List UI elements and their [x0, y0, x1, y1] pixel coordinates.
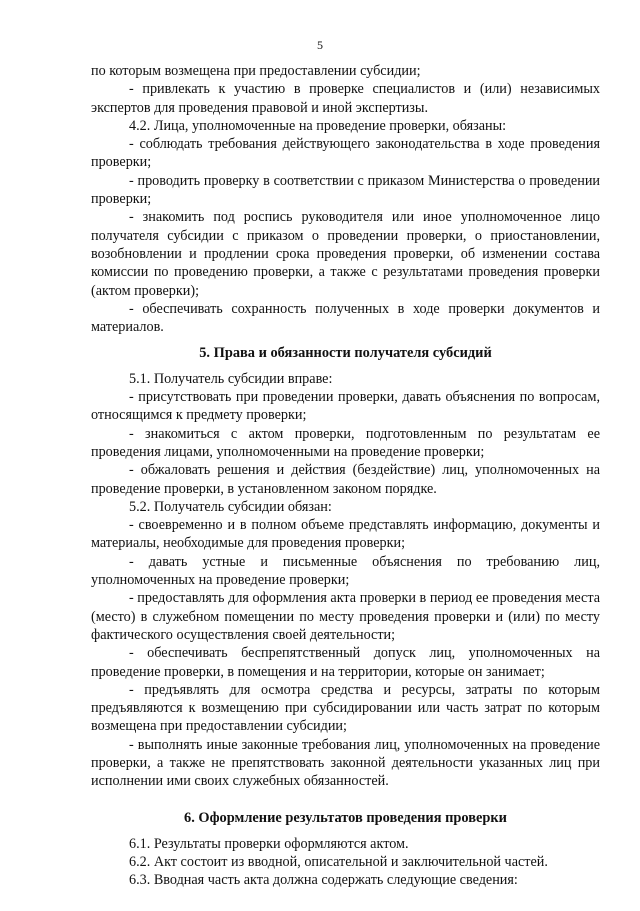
paragraph: - предоставлять для оформления акта проверки в период ее проведения места (место) в служебном помещении по месту проведения проверки и (или) по месту фактического осуществления своей деятельности; [91, 590, 600, 643]
paragraph: - знакомиться с актом проверки, подготовленным по результатам ее проведения лицами, уполномоченными на проведение проверки; [91, 425, 600, 460]
paragraph: - соблюдать требования действующего законодательства в ходе проведения проверки; [91, 136, 600, 171]
document-body [91, 62, 600, 890]
paragraph: 6.1. Результаты проверки оформляются актом. [129, 835, 409, 852]
section-heading-6: 6. Оформление результатов проведения проверки [184, 809, 507, 826]
paragraph: - присутствовать при проведении проверки, давать объяснения по вопросам, относящимся к предмету проверки; [91, 389, 600, 424]
paragraph: - знакомить под роспись руководителя или иное уполномоченное лицо получателя субсидии с приказом о проведении проверки, о приостановлении, возобновлении и продлении срока проведения проверки, об изменении состава комиссии по проведению проверки, а также с результатами проведения проверки (актом проверки); [91, 209, 600, 299]
paragraph: - давать устные и письменные объяснения по требованию лиц, уполномоченных на проведение проверки; [91, 553, 600, 589]
paragraph: 4.2. Лица, уполномоченные на проведение проверки, обязаны: [129, 117, 507, 134]
page-number: 5 [317, 38, 323, 52]
paragraph: по которым возмещена при предоставлении субсидии; [91, 63, 421, 79]
paragraph: 5.1. Получатель субсидии вправе: [129, 370, 333, 387]
paragraph: 6.2. Акт состоит из вводной, описательной и заключительной частей. [129, 854, 548, 871]
paragraph: - выполнять иные законные требования лиц, уполномоченных на проведение проверки, а также не препятствовать законной деятельности указанных лиц при исполнении ими своих служебных обязанностей. [91, 736, 600, 790]
paragraph: - обжаловать решения и действия (бездействие) лиц, уполномоченных на проведение проверки, в установленном законом порядке. [91, 462, 600, 497]
paragraph: - предъявлять для осмотра средства и ресурсы, затраты по которым предъявляются к возмещению при субсидировании или часть затрат по которым возмещена при предоставлении субсидии; [91, 681, 600, 735]
paragraph: 6.3. Вводная часть акта должна содержать следующие сведения: [129, 872, 518, 889]
paragraph: 5.2. Получатель субсидии обязан: [129, 498, 332, 515]
section-heading-5: 5. Права и обязанности получателя субсидий [199, 345, 492, 362]
paragraph: - своевременно и в полном объеме представлять информацию, документы и материалы, необходимые для проведения проверки; [91, 517, 600, 552]
paragraph: - обеспечивать беспрепятственный допуск лиц, уполномоченных на проведение проверки, в помещения и на территории, которые он занимает; [91, 645, 600, 680]
paragraph: - привлекать к участию в проверке специалистов и (или) независимых экспертов для проведения правовой и иной экспертизы. [91, 81, 600, 116]
paragraph: - обеспечивать сохранность полученных в ходе проверки документов и материалов. [91, 300, 600, 336]
paragraph: - проводить проверку в соответствии с приказом Министерства о проведении проверки; [91, 172, 600, 208]
